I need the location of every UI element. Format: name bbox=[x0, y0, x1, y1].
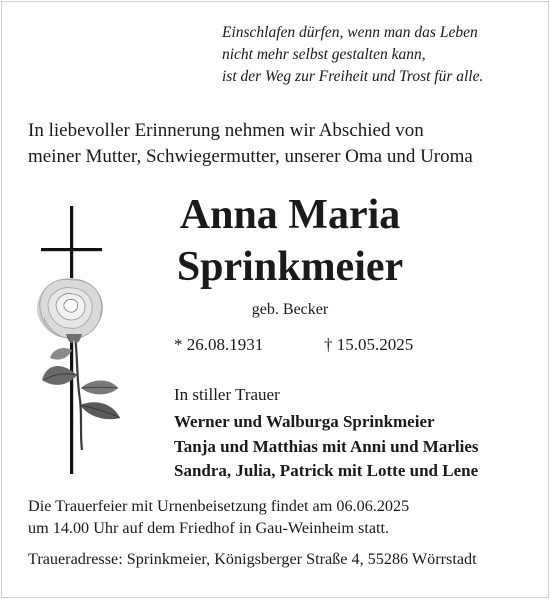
intro-line: In liebevoller Erinnerung nehmen wir Abschied von bbox=[28, 120, 424, 141]
death-date: † 15.05.2025 bbox=[324, 335, 414, 354]
mourning-address: Traueradresse: Sprinkmeier, Königsberger Straße 4, 55286 Wörrstadt bbox=[28, 550, 477, 568]
motto-line: ist der Weg zur Freiheit und Trost für alle. bbox=[222, 68, 484, 85]
service-line: um 14.00 Uhr auf dem Friedhof in Gau-Weinheim statt. bbox=[28, 519, 390, 537]
mourner-line: Werner und Walburga Sprinkmeier bbox=[174, 412, 435, 431]
mourner-line: Sandra, Julia, Patrick mit Lotte und Lene bbox=[174, 461, 479, 480]
rose-icon bbox=[37, 278, 120, 450]
deceased-first-name: Anna Maria bbox=[179, 192, 401, 238]
cross-rose-graphic bbox=[30, 200, 130, 475]
mourners-list bbox=[174, 410, 534, 484]
birth-date: * 26.08.1931 bbox=[174, 335, 264, 354]
service-line: Die Trauerfeier mit Urnenbeisetzung findet am 06.06.2025 bbox=[28, 497, 410, 515]
deceased-last-name: Sprinkmeier bbox=[176, 244, 404, 290]
motto-line: nicht mehr selbst gestalten kann, bbox=[222, 46, 426, 63]
motto-line: Einschlafen dürfen, wenn man das Leben bbox=[222, 24, 478, 41]
motto-verse bbox=[222, 22, 522, 88]
service-info bbox=[28, 495, 528, 539]
mourning-label: In stiller Trauer bbox=[174, 385, 280, 404]
intro-text bbox=[28, 118, 528, 170]
mourner-line: Tanja und Matthias mit Anni und Marlies bbox=[174, 436, 479, 456]
intro-line: meiner Mutter, Schwiegermutter, unserer Oma und Uroma bbox=[28, 146, 473, 167]
maiden-name: geb. Becker bbox=[251, 301, 329, 318]
